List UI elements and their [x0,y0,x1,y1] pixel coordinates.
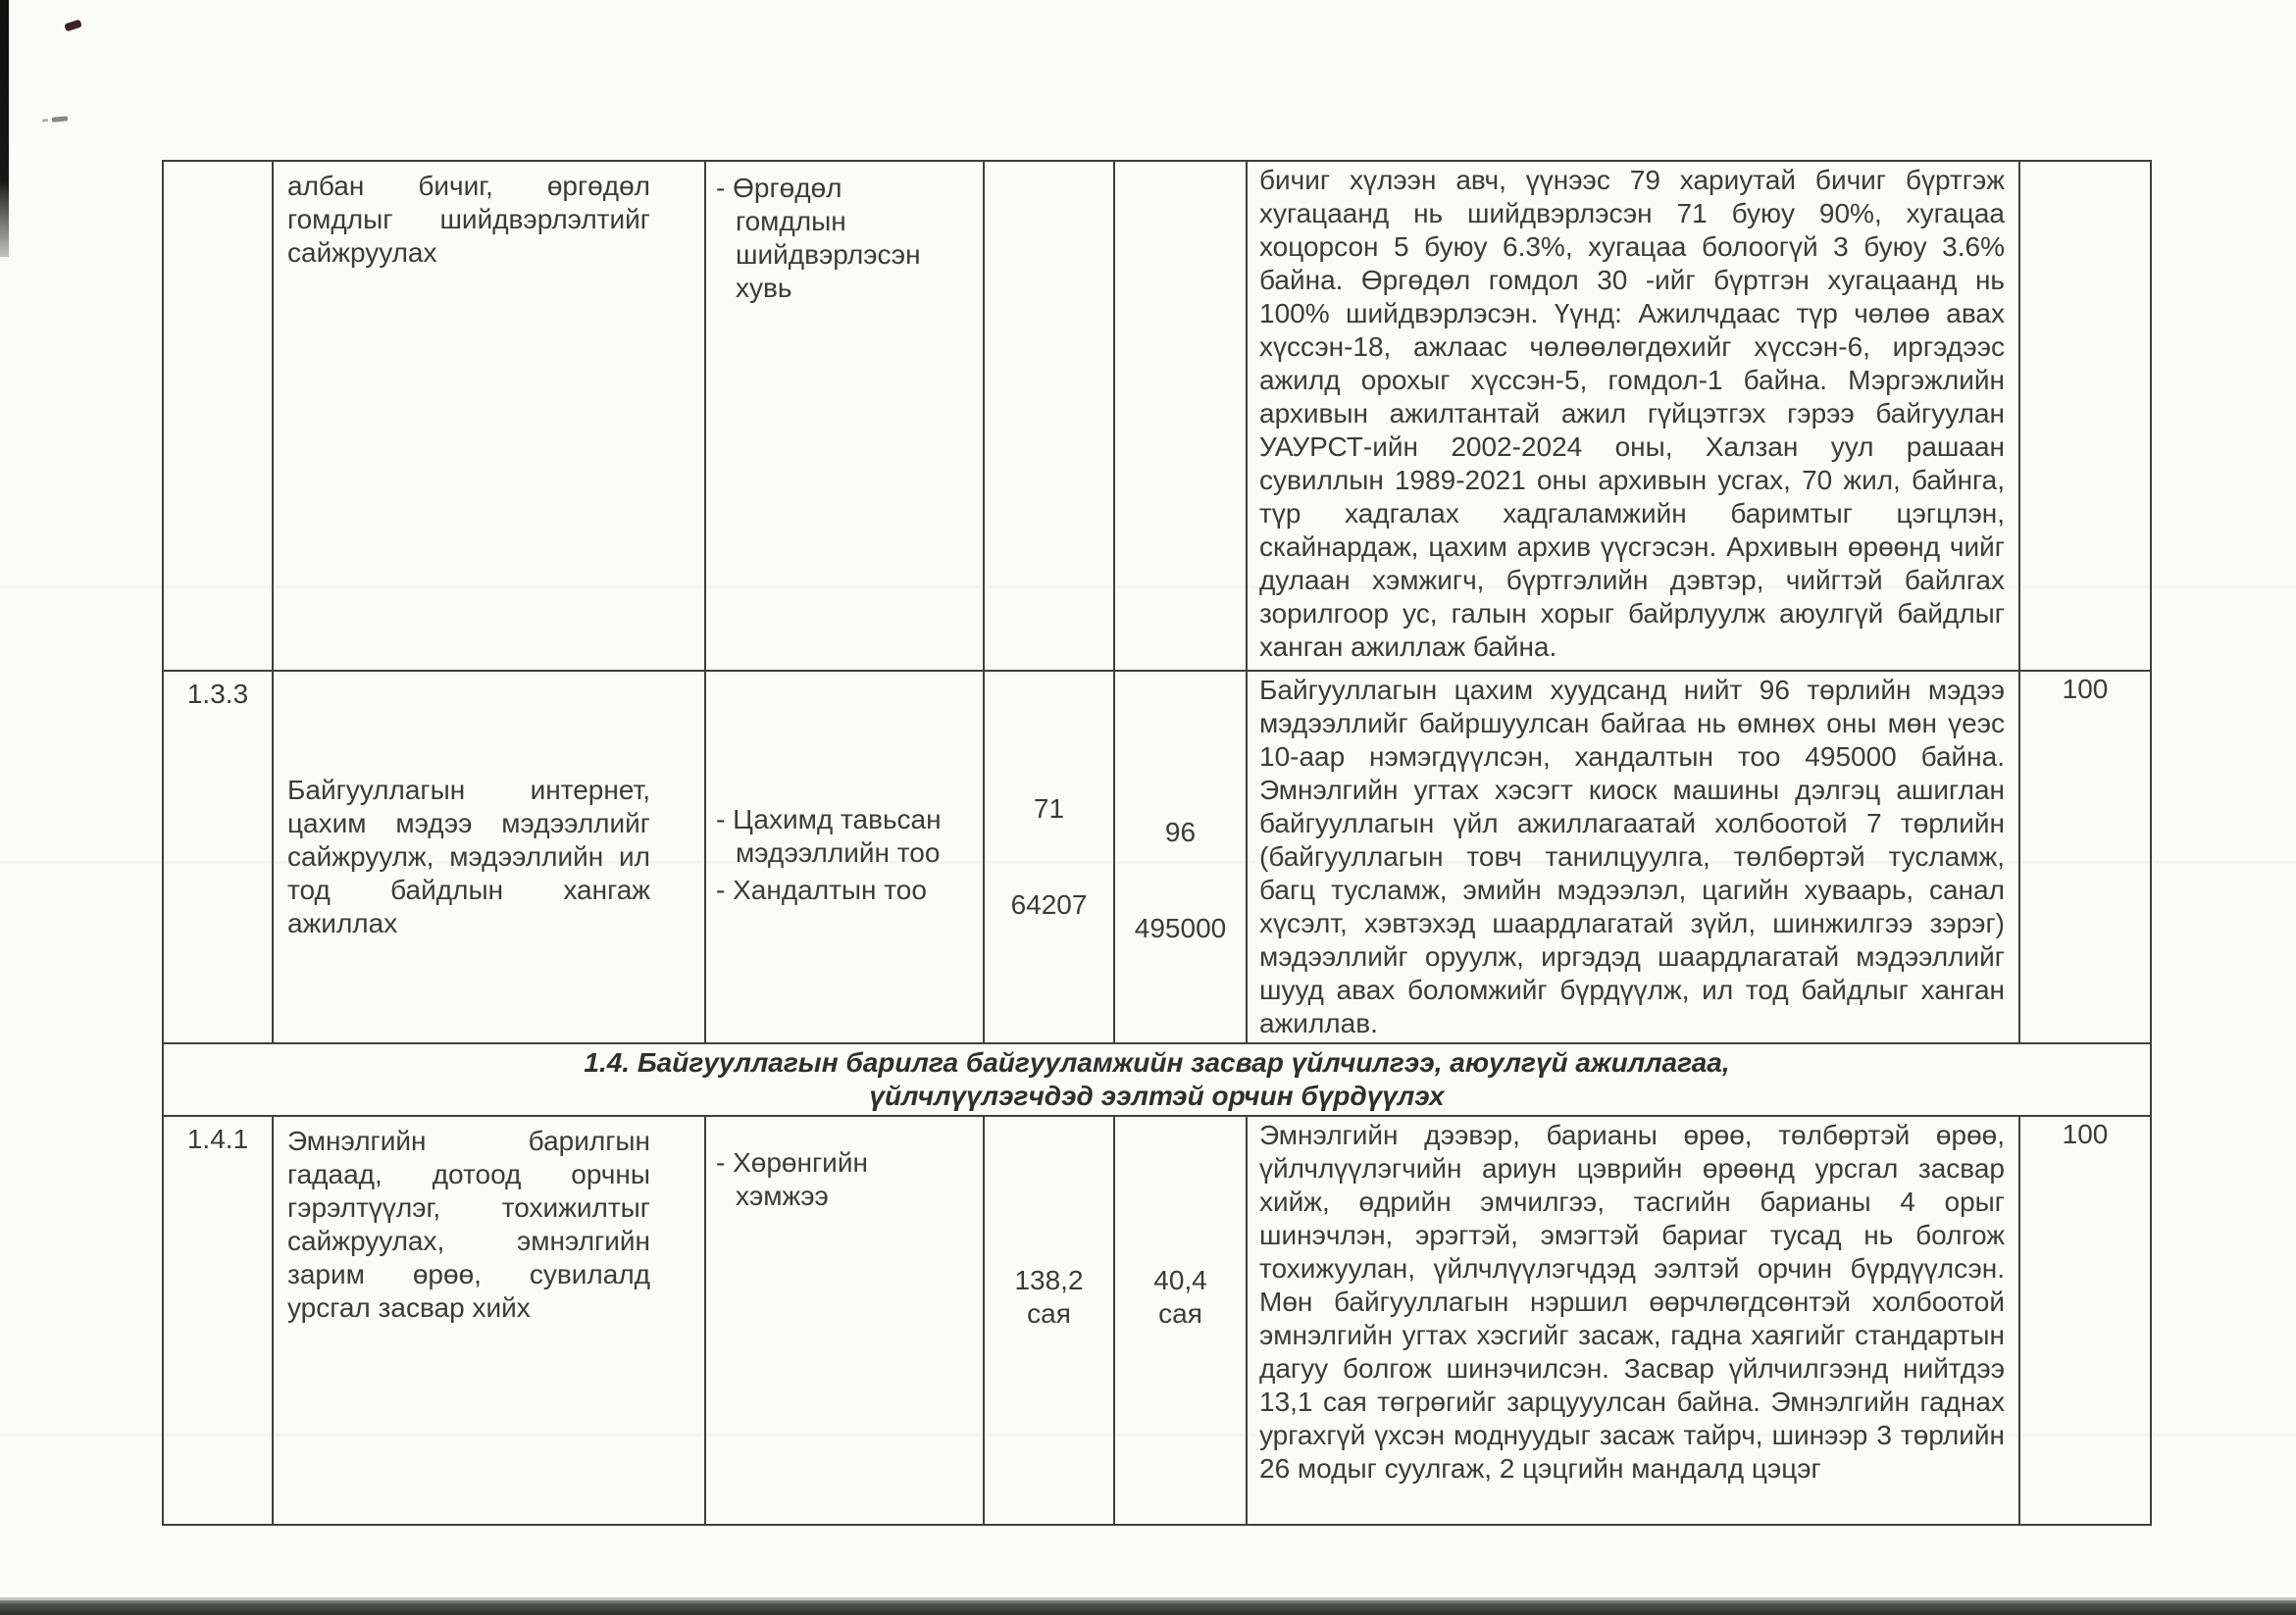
table-row [163,1116,2151,1525]
cell-description [1247,1116,2019,1525]
value-stack [986,792,1112,922]
scan-bottom-edge [0,1600,2296,1615]
cell-description [1247,671,2019,1043]
cell-task [273,671,705,1043]
cell-description [1247,161,2019,671]
table-row [163,671,2151,1043]
cell-indicator [705,1116,984,1525]
cell-indicator [705,671,984,1043]
value-stack [1116,816,1245,945]
value-plan-2: 64207 [1010,889,1088,920]
value-plan-1: 71 [1033,793,1065,824]
section-title [163,1043,2151,1116]
scan-edge-artifact [0,0,9,257]
indicator-item: - Цахимд тавьсан мэдээллийн тоо [716,804,942,868]
cell-value-actual [1114,161,1247,671]
cell-value-actual [1114,671,1247,1043]
cell-value-actual [1114,1116,1247,1525]
section-title-line2: үйлчлүүлэгчдэд ээлтэй орчин бүрдүүлэх [869,1081,1445,1111]
task-text: Эмнэлгийн барилгын гадаад, дотоод орчны гэрэлтүүлэг, тохижилтыг сайжруулах, эмнэлгийн зарим өрөө, сувилалд урсгал засвар хийх [287,1126,650,1323]
cell-task [273,161,705,671]
cell-score: 100 [2019,671,2151,1043]
table-row [163,161,2151,671]
task-text: албан бичиг, өргөдөл гомдлыг шийдвэрлэлтийг сайжруулах [287,171,650,268]
cell-value-plan [984,1116,1114,1525]
section-title-line1: 1.4. Байгууллагын барилга байгууламжийн засвар үйлчилгээ, аюулгүй ажиллагаа, [584,1047,1730,1078]
cell-row-number [163,161,273,671]
task-text: Байгууллагын интернет, цахим мэдээ мэдээллийг сайжруулж, мэдээллийн ил тод байдлын хангаж ажиллах [287,775,650,938]
cell-row-number: 1.4.1 [163,1116,273,1525]
indicator-item: - Хөрөнгийн хэмжээ [716,1147,868,1211]
cell-score [2019,161,2151,671]
value-actual-1: 96 [1164,817,1197,847]
description-text: Байгууллагын цахим хуудсанд нийт 96 төрлийн мэдээ мэдээллийг байршуулсан байгаа нь өмнөх оны мөн үеэс 10-аар нэмэгдүүлсэн, хандалтын тоо 495000 байна. Эмнэлгийн угтах хэсэгт киоск машины дэлгэц ашиглан байгууллагын үйл ажиллагаатай холбоотой 7 төрлийн (байгууллагын товч танилцуулга, төлбөртэй тусламж, багц тусламж, эмийн мэдээлэл, цагийн хуваарь, санал хүсэлт, хэвтэхэд шаардлагатай зүйл, шинжилгээ зэрэг) мэдээллийг оруулж, иргэдэд шаардлагатай мэдээллийг шууд авах боломжийг бүрдүүлж, ил тод байдлыг ханган ажиллав. [1259,675,2005,1038]
cell-task [273,1116,705,1525]
report-table [162,160,2152,1526]
pen-mark [64,20,82,32]
value-actual-amount: 40,4 сая [1153,1265,1207,1329]
description-text: бичиг хүлээн авч, үүнээс 79 хариутай бичиг бүртгэж хугацаанд нь шийдвэрлэсэн 71 буюу 90%, хугацаа хоцорсон 5 буюу 6.3%, хугацаа болоогүй 3 буюу 3.6% байна. Өргөдөл гомдол 30 -ийг бүртгэн хугацаанд нь 100% шийдвэрлэсэн. Үүнд: Ажилчдаас түр чөлөө авах хүссэн-18, ажлаас чөлөөлөгдөхийг хүссэн-6, иргэдээс ажилд орохыг хүссэн-5, гомдол-1 байна. Мэргэжлийн архивын ажилтантай ажил гүйцэтгэх гэрээ байгуулан УАУРСТ-ийн 2002-2024 оны, Халзан уул рашаан сувиллын 1989-2021 оны архивын усгах, 70 жил, байнга, түр хадгалах хадгаламжийн баримтыг цэгцлэн, скайнардаж, цахим архив үүсгэсэн. Архивын өрөөнд чийг дулаан хэмжигч, бүртгэлийн дэвтэр, чийгтэй байлгах зорилгоор ус, галын хорыг байрлуулж аюулгүй байдлыг ханган ажиллаж байна. [1259,165,2005,662]
section-header-row [163,1043,2151,1116]
indicator-item: - Өргөдөл гомдлын шийдвэрлэсэн хувь [716,173,921,303]
description-text: Эмнэлгийн дээвэр, барианы өрөө, төлбөртэй өрөө, үйлчлүүлэгчийн ариун цэврийн өрөөнд урсгал засвар хийж, өдрийн эмчилгээ, тасгийн барианы 4 орыг шинэчлэн, эрэгтэй, эмэгтэй бариаг тусад нь болгож тохижуулан, үйлчлүүлэгчдэд ээлтэй орчин бүрдүүлсэн. Мөн байгууллагын нэршил өөрчлөгдсөнтэй холбоотой эмнэлгийн угтах хэсгийг засаж, гадна хаягийг стандартын дагуу болгож шинэчилсэн. Засвар үйлчилгээнд нийтдээ 13,1 сая төгрөгийг зарцууулсан байна. Эмнэлгийн гаднах ургахгүй үхсэн моднуудыг засаж тайрч, шинээр 3 төрлийн 26 модыг суулгаж, 2 цэцгийн мандалд цэцэг [1259,1120,2005,1484]
pen-mark-small [52,116,68,122]
indicator-item: - Хандалтын тоо [716,875,927,905]
value-plan-amount: 138,2 сая [1014,1265,1084,1329]
cell-value-plan [984,671,1114,1043]
value-actual-2: 495000 [1134,913,1227,943]
cell-indicator [705,161,984,671]
cell-score: 100 [2019,1116,2151,1525]
cell-row-number: 1.3.3 [163,671,273,1043]
cell-value-plan [984,161,1114,671]
